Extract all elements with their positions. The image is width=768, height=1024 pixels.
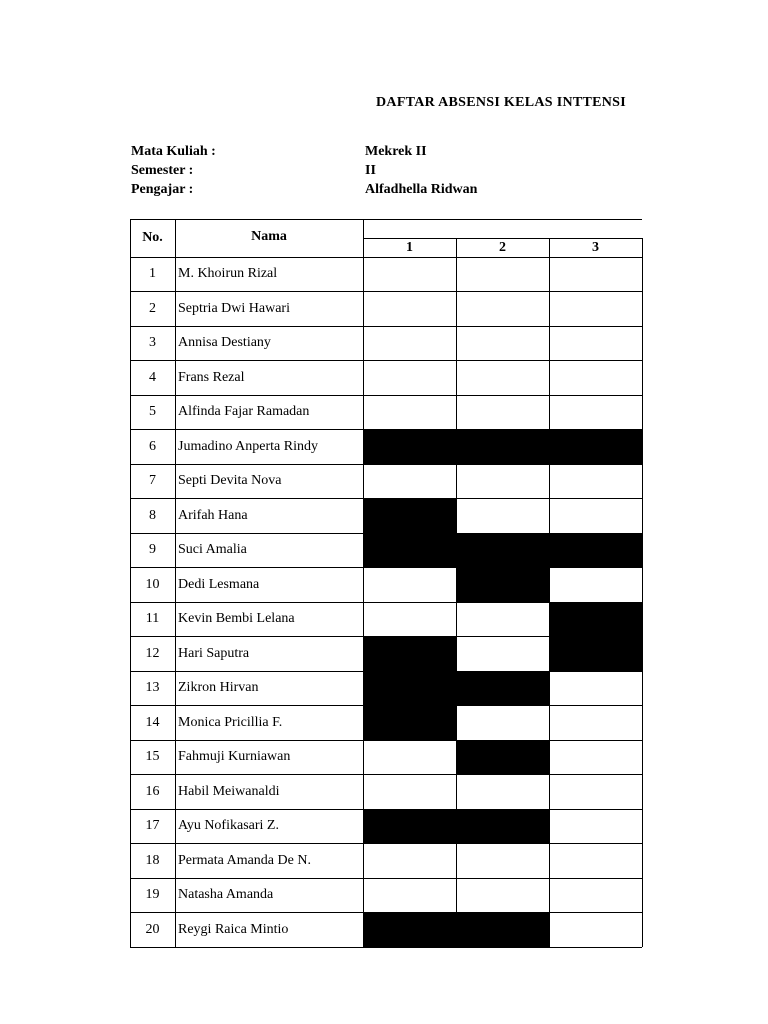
row-number: 7 [149, 473, 156, 489]
row-number: 5 [149, 404, 156, 420]
row-divider [130, 878, 642, 879]
semester-label: Semester : [131, 163, 194, 178]
row-number: 20 [145, 921, 160, 937]
attendance-cell-filled [456, 740, 549, 775]
row-number: 19 [145, 887, 160, 903]
attendance-cell-filled [456, 809, 549, 844]
row-divider [130, 843, 642, 844]
row-number: 10 [145, 576, 160, 592]
col-divider [549, 238, 550, 947]
row-divider [130, 395, 642, 396]
row-divider [130, 498, 642, 499]
row-number: 11 [145, 611, 160, 627]
table-top-border [130, 219, 642, 220]
row-number: 6 [149, 438, 156, 454]
student-name: Dedi Lesmana [178, 576, 260, 592]
attendance-cell-filled [549, 602, 642, 637]
row-number: 12 [145, 645, 160, 661]
student-name: Ayu Nofikasari Z. [178, 818, 279, 834]
attendance-cell-filled [363, 809, 456, 844]
attendance-cell-filled [363, 533, 456, 568]
row-number: 15 [145, 749, 160, 765]
header-session: 3 [592, 239, 599, 255]
row-divider [130, 705, 642, 706]
row-divider [130, 567, 642, 568]
header-session: 2 [499, 239, 506, 255]
student-name: Hari Saputra [178, 645, 250, 661]
student-name: Annisa Destiany [178, 335, 271, 351]
student-name: Septi Devita Nova [178, 473, 282, 489]
col-divider [175, 219, 176, 947]
row-divider [130, 429, 642, 430]
student-name: Fahmuji Kurniawan [178, 749, 291, 765]
col-divider [130, 219, 131, 947]
attendance-cell-filled [363, 637, 456, 672]
row-divider [130, 602, 642, 603]
row-divider [130, 774, 642, 775]
student-name: Septria Dwi Hawari [178, 300, 290, 316]
row-divider [130, 671, 642, 672]
row-divider [130, 257, 642, 258]
row-number: 17 [145, 818, 160, 834]
student-name: Suci Amalia [178, 542, 247, 558]
attendance-cell-filled [363, 499, 456, 534]
document-title: DAFTAR ABSENSI KELAS INTTENSI [376, 95, 627, 110]
student-name: M. Khoirun Rizal [178, 266, 278, 282]
attendance-cell-filled [549, 533, 642, 568]
attendance-cell-filled [363, 671, 456, 706]
attendance-cell-filled [456, 430, 549, 465]
course-label: Mata Kuliah : [131, 144, 216, 159]
row-number: 9 [149, 542, 156, 558]
student-name: Kevin Bembi Lelana [178, 611, 295, 627]
student-name: Jumadino Anperta Rindy [178, 438, 318, 454]
attendance-cell-filled [456, 671, 549, 706]
row-number: 18 [145, 852, 160, 868]
student-name: Natasha Amanda [178, 887, 274, 903]
lecturer-label: Pengajar : [131, 182, 194, 197]
row-number: 14 [145, 714, 160, 730]
row-divider [130, 740, 642, 741]
row-number: 2 [149, 300, 156, 316]
student-name: Zikron Hirvan [178, 680, 259, 696]
header-session: 1 [406, 239, 413, 255]
session-header-line [363, 238, 642, 239]
lecturer-value: Alfadhella Ridwan [365, 182, 478, 197]
course-value: Mekrek II [365, 144, 427, 159]
student-name: Habil Meiwanaldi [178, 783, 280, 799]
student-name: Reygi Raica Mintio [178, 921, 289, 937]
attendance-cell-filled [549, 430, 642, 465]
student-name: Frans Rezal [178, 369, 245, 385]
row-divider [130, 912, 642, 913]
attendance-cell-filled [549, 637, 642, 672]
col-divider [456, 238, 457, 947]
attendance-cell-filled [363, 706, 456, 741]
row-divider [130, 947, 642, 948]
row-number: 1 [149, 266, 156, 282]
attendance-cell-filled [456, 533, 549, 568]
attendance-cell-filled [456, 913, 549, 948]
row-number: 4 [149, 369, 156, 385]
row-number: 16 [145, 783, 160, 799]
row-number: 3 [149, 335, 156, 351]
row-divider [130, 326, 642, 327]
row-divider [130, 464, 642, 465]
student-name: Permata Amanda De N. [178, 852, 311, 868]
attendance-cell-filled [363, 913, 456, 948]
attendance-cell-filled [456, 568, 549, 603]
row-divider [130, 291, 642, 292]
header-name: Nama [251, 228, 287, 244]
col-divider [363, 219, 364, 947]
row-number: 13 [145, 680, 160, 696]
semester-value: II [365, 163, 376, 178]
student-name: Monica Pricillia F. [178, 714, 283, 730]
student-name: Arifah Hana [178, 507, 248, 523]
col-divider [642, 238, 643, 947]
student-name: Alfinda Fajar Ramadan [178, 404, 310, 420]
header-no: No. [142, 230, 163, 245]
row-divider [130, 533, 642, 534]
attendance-cell-filled [363, 430, 456, 465]
row-divider [130, 636, 642, 637]
row-divider [130, 809, 642, 810]
row-divider [130, 360, 642, 361]
row-number: 8 [149, 507, 156, 523]
